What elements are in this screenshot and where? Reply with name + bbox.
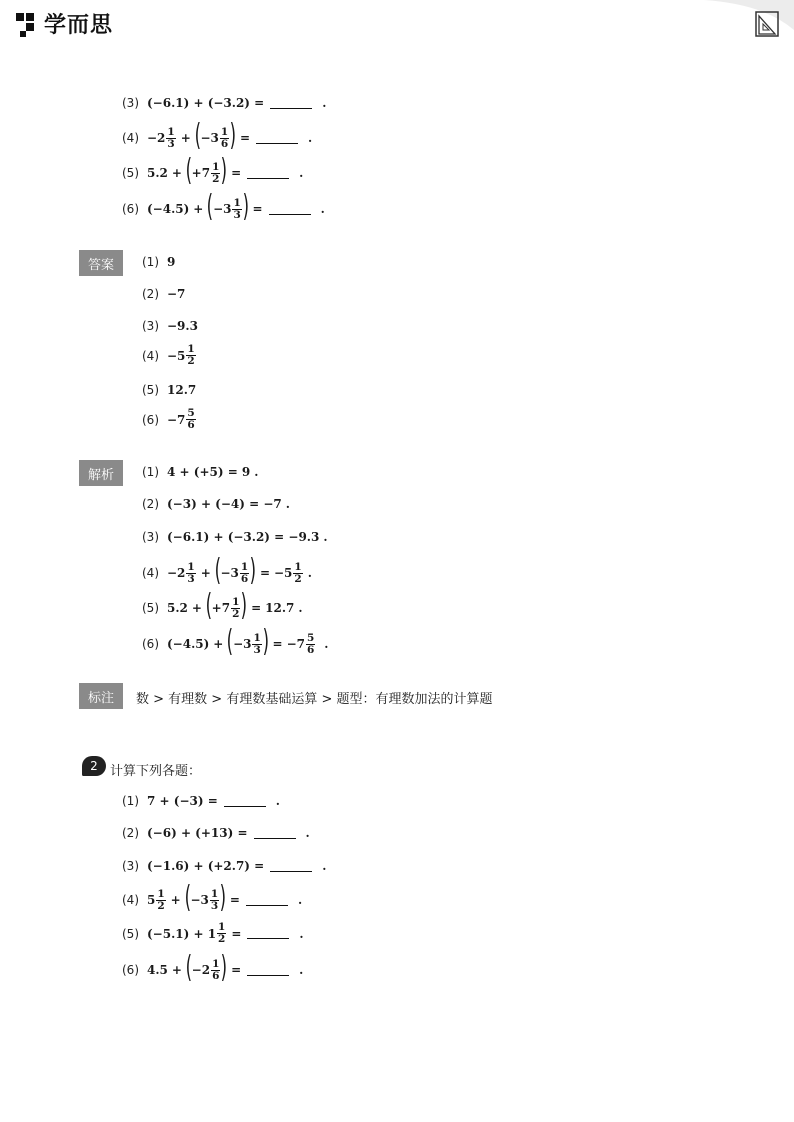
q2-item-1 xyxy=(122,794,280,808)
answer-blank[interactable] xyxy=(270,98,312,109)
brand-name: 学而思 xyxy=(44,13,114,38)
analysis-item-4 xyxy=(142,553,312,588)
answer-item-1 xyxy=(142,255,175,269)
item-number: (5) xyxy=(122,926,139,941)
answer-item-5 xyxy=(142,383,196,397)
item-number: (1) xyxy=(122,794,139,808)
q2-item-6 xyxy=(122,950,304,985)
math-expression: 5.2 + ( +7 1 2 ) = . xyxy=(147,153,304,188)
analysis-item-6 xyxy=(142,624,329,659)
answer-item-4 xyxy=(142,344,197,367)
math-expression: 4.5 + ( −2 1 6 ) = . xyxy=(147,950,304,985)
item-number: (6) xyxy=(122,202,139,216)
math-expression: 4 + (+5) = 9 . xyxy=(167,465,259,479)
item-number: (3) xyxy=(142,319,159,333)
item-number: (4) xyxy=(122,131,139,145)
math-expression: (−4.5) + ( −3 1 3 ) = . xyxy=(147,189,325,224)
answer-value: 9 xyxy=(167,255,176,269)
item-number: (5) xyxy=(142,601,159,615)
answer-blank[interactable] xyxy=(247,928,289,939)
answer-blank[interactable] xyxy=(224,796,266,807)
math-expression: 5.2 + ( +7 1 2 ) = 12.7 . xyxy=(167,588,303,623)
math-expression: (−5.1) + 1 1 2 = . xyxy=(147,921,304,945)
answer-blank[interactable] xyxy=(247,965,289,976)
item-number: (3) xyxy=(122,859,139,873)
q2-item-3 xyxy=(122,859,326,873)
answer-value: −7 xyxy=(167,287,186,301)
answer-blank[interactable] xyxy=(247,168,289,179)
item-number: (5) xyxy=(142,383,159,397)
analysis-item-3 xyxy=(142,530,328,544)
brand-logo xyxy=(14,8,113,39)
math-expression: 7 + (−3) = . xyxy=(147,794,280,808)
analysis-item-1 xyxy=(142,465,258,479)
answer-item-2 xyxy=(142,287,185,301)
math-expression: (−4.5) + ( −3 1 3 ) = −7 5 6 . xyxy=(167,624,329,659)
q1-item-5 xyxy=(122,153,304,188)
math-expression: (−6.1) + (−3.2) = . xyxy=(147,96,327,110)
note-tag: 标注 xyxy=(79,683,123,709)
q2-item-2 xyxy=(122,826,310,840)
math-expression: 5 1 2 + ( −3 1 3 ) = . xyxy=(147,880,303,915)
math-expression: (−6) + (+13) = . xyxy=(147,826,310,840)
analysis-tag: 解析 xyxy=(79,460,123,486)
item-number: (6) xyxy=(122,963,139,977)
item-number: (3) xyxy=(142,530,159,544)
brand-mark-icon xyxy=(14,10,40,38)
item-number: (6) xyxy=(142,637,159,651)
math-expression: (−1.6) + (+2.7) = . xyxy=(147,859,327,873)
answer-blank[interactable] xyxy=(270,861,312,872)
corner-decoration-icon xyxy=(704,0,794,40)
item-number: (2) xyxy=(142,287,159,301)
item-number: (2) xyxy=(142,497,159,511)
q2-item-5 xyxy=(122,922,304,945)
item-number: (3) xyxy=(122,96,139,110)
answer-blank[interactable] xyxy=(269,204,311,215)
item-number: (6) xyxy=(142,412,159,427)
math-expression: −2 1 3 + ( −3 1 6 ) = . xyxy=(147,118,313,153)
q2-item-4 xyxy=(122,880,303,915)
note-text: 数 > 有理数 > 有理数基础运算 > 题型：有理数加法的计算题 xyxy=(136,692,493,707)
answer-value: −5 1 2 xyxy=(167,343,195,367)
question-number-badge: 2 xyxy=(82,756,106,776)
item-number: (4) xyxy=(142,566,159,580)
ruler-triangle-icon xyxy=(754,10,780,38)
item-number: (4) xyxy=(122,893,139,907)
math-expression: (−3) + (−4) = −7 . xyxy=(167,497,290,511)
answer-item-6 xyxy=(142,408,197,431)
item-number: (4) xyxy=(142,348,159,363)
answer-item-3 xyxy=(142,319,198,333)
answer-blank[interactable] xyxy=(246,895,288,906)
math-expression: (−6.1) + (−3.2) = −9.3 . xyxy=(167,530,328,544)
q1-item-3 xyxy=(122,96,326,110)
answer-value: −9.3 xyxy=(167,319,198,333)
answer-blank[interactable] xyxy=(254,828,296,839)
item-number: (5) xyxy=(122,166,139,180)
item-number: (2) xyxy=(122,826,139,840)
q1-item-6 xyxy=(122,189,325,224)
answer-blank[interactable] xyxy=(256,133,298,144)
analysis-item-2 xyxy=(142,497,290,511)
answer-value: −7 5 6 xyxy=(167,407,195,431)
math-expression: −2 1 3 + ( −3 1 6 ) = −5 1 2 . xyxy=(167,553,312,588)
analysis-item-5 xyxy=(142,588,303,623)
q1-item-4 xyxy=(122,118,313,153)
item-number: (1) xyxy=(142,465,159,479)
question-title: 计算下列各题： xyxy=(110,764,202,779)
answer-tag: 答案 xyxy=(79,250,123,276)
item-number: (1) xyxy=(142,255,159,269)
answer-value: 12.7 xyxy=(167,383,197,397)
